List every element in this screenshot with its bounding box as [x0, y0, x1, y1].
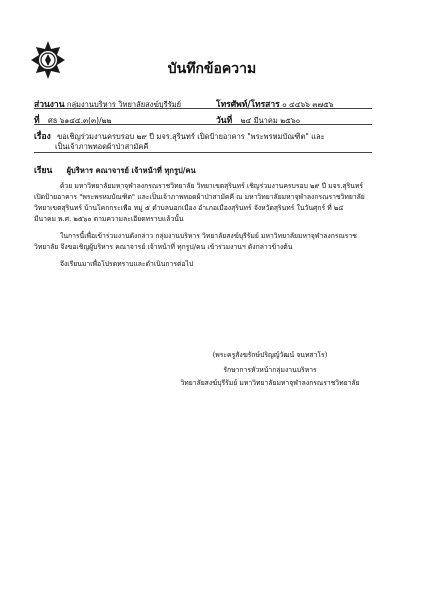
- phone-value: ๐ ๔๔๖๖ ๓๗๕๖: [282, 100, 334, 109]
- signer-name: (พระครูสังฆรักษ์ปริญญ์วัฒน์ จนทสาโร): [212, 351, 328, 359]
- salutation-label: เรียน: [34, 166, 53, 176]
- closing-text: จึงเรียนมาเพื่อโปรดทราบและดำเนินการต่อไป: [60, 260, 194, 268]
- paragraph-2-line-2: วิทยาลัย จึงขอเชิญผู้บริหาร คณาจารย์ เจ้าหน้าที่ ทุกรูป/คน เข้าร่วมงานฯ ดังกล่าวข้างต้น: [34, 243, 293, 251]
- paragraph-1-line-4: มีนาคม พ.ศ. ๒๕๖๐ ตามความละเอียดทราบแล้วนั้น: [34, 215, 184, 223]
- paragraph-2-line-1: ในการนี้เพื่อเข้าร่วมงานดังกล่าว กลุ่มงานบริหาร วิทยาลัยสงฆ์บุรีรัมย์ มหาวิทยาลัยมหาจุฬาลงกรณราช: [60, 232, 357, 240]
- reference-value: ศธ ๖๑๔๔.๓(๓)/๒๒: [48, 116, 112, 125]
- salutation-row: [34, 163, 196, 177]
- department-value: กลุ่มงานบริหาร วิทยาลัยสงฆ์บุรีรัมย์: [66, 100, 182, 109]
- department-underline: [34, 108, 372, 109]
- signer-title-2: วิทยาลัยสงฆ์บุรีรัมย์ มหาวิทยาลัยมหาจุฬาลงกรณราชวิทยาลัย: [180, 379, 360, 387]
- subject-line-1: ขอเชิญร่วมงานครบรอบ ๒๙ ปี มจร.สุรินทร์ เปิดป้ายอาคาร "พระพรหมบัณฑิต" และ: [57, 132, 325, 141]
- subject-label: เรื่อง: [34, 132, 51, 142]
- phone-label: โทรศัพท์/โทรสาร: [216, 100, 280, 110]
- date-value: ๒๔ มีนาคม ๒๕๖๐: [240, 116, 301, 125]
- paragraph-1-line-3: วิทยาเขตสุรินทร์ บ้านโคกกระเพือ หมู่ ๕ ตำบลนอกเมือง อำเภอเมืองสุรินทร์ จังหวัดสุรินทร์ ในวันศุกร์ ที่ ๒๔: [34, 204, 344, 212]
- reference-underline: [34, 124, 372, 125]
- subject-underline: [34, 152, 372, 153]
- signer-title-1: รักษาการหัวหน้ากลุ่มงานบริหาร: [223, 366, 317, 374]
- page-title: บันทึกข้อความ: [167, 61, 257, 77]
- reference-label: ที่: [34, 116, 40, 126]
- department-label: ส่วนงาน: [34, 100, 65, 110]
- date-label: วันที่: [216, 116, 233, 126]
- paragraph-1-line-2: เปิดป้ายอาคาร "พระพรหมบัณฑิต" และเป็นเจ้าภาพทอดผ้าป่าสามัคคี ณ มหาวิทยาลัยมหาจุฬาลงกรณราชวิทยาลัย: [34, 193, 365, 201]
- salutation-value: ผู้บริหาร คณาจารย์ เจ้าหน้าที่ ทุกรูป/คน: [66, 166, 196, 175]
- subject-line-2: เป็นเจ้าภาพทอดผ้าป่าสามัคคี: [55, 142, 149, 151]
- paragraph-1-line-1: ด้วย มหาวิทยาลัยมหาจุฬาลงกรณราชวิทยาลัย วิทยาเขตสุรินทร์ เชิญร่วมงานครบรอบ ๒๙ ปี มจร.สุรินทร์: [60, 182, 363, 190]
